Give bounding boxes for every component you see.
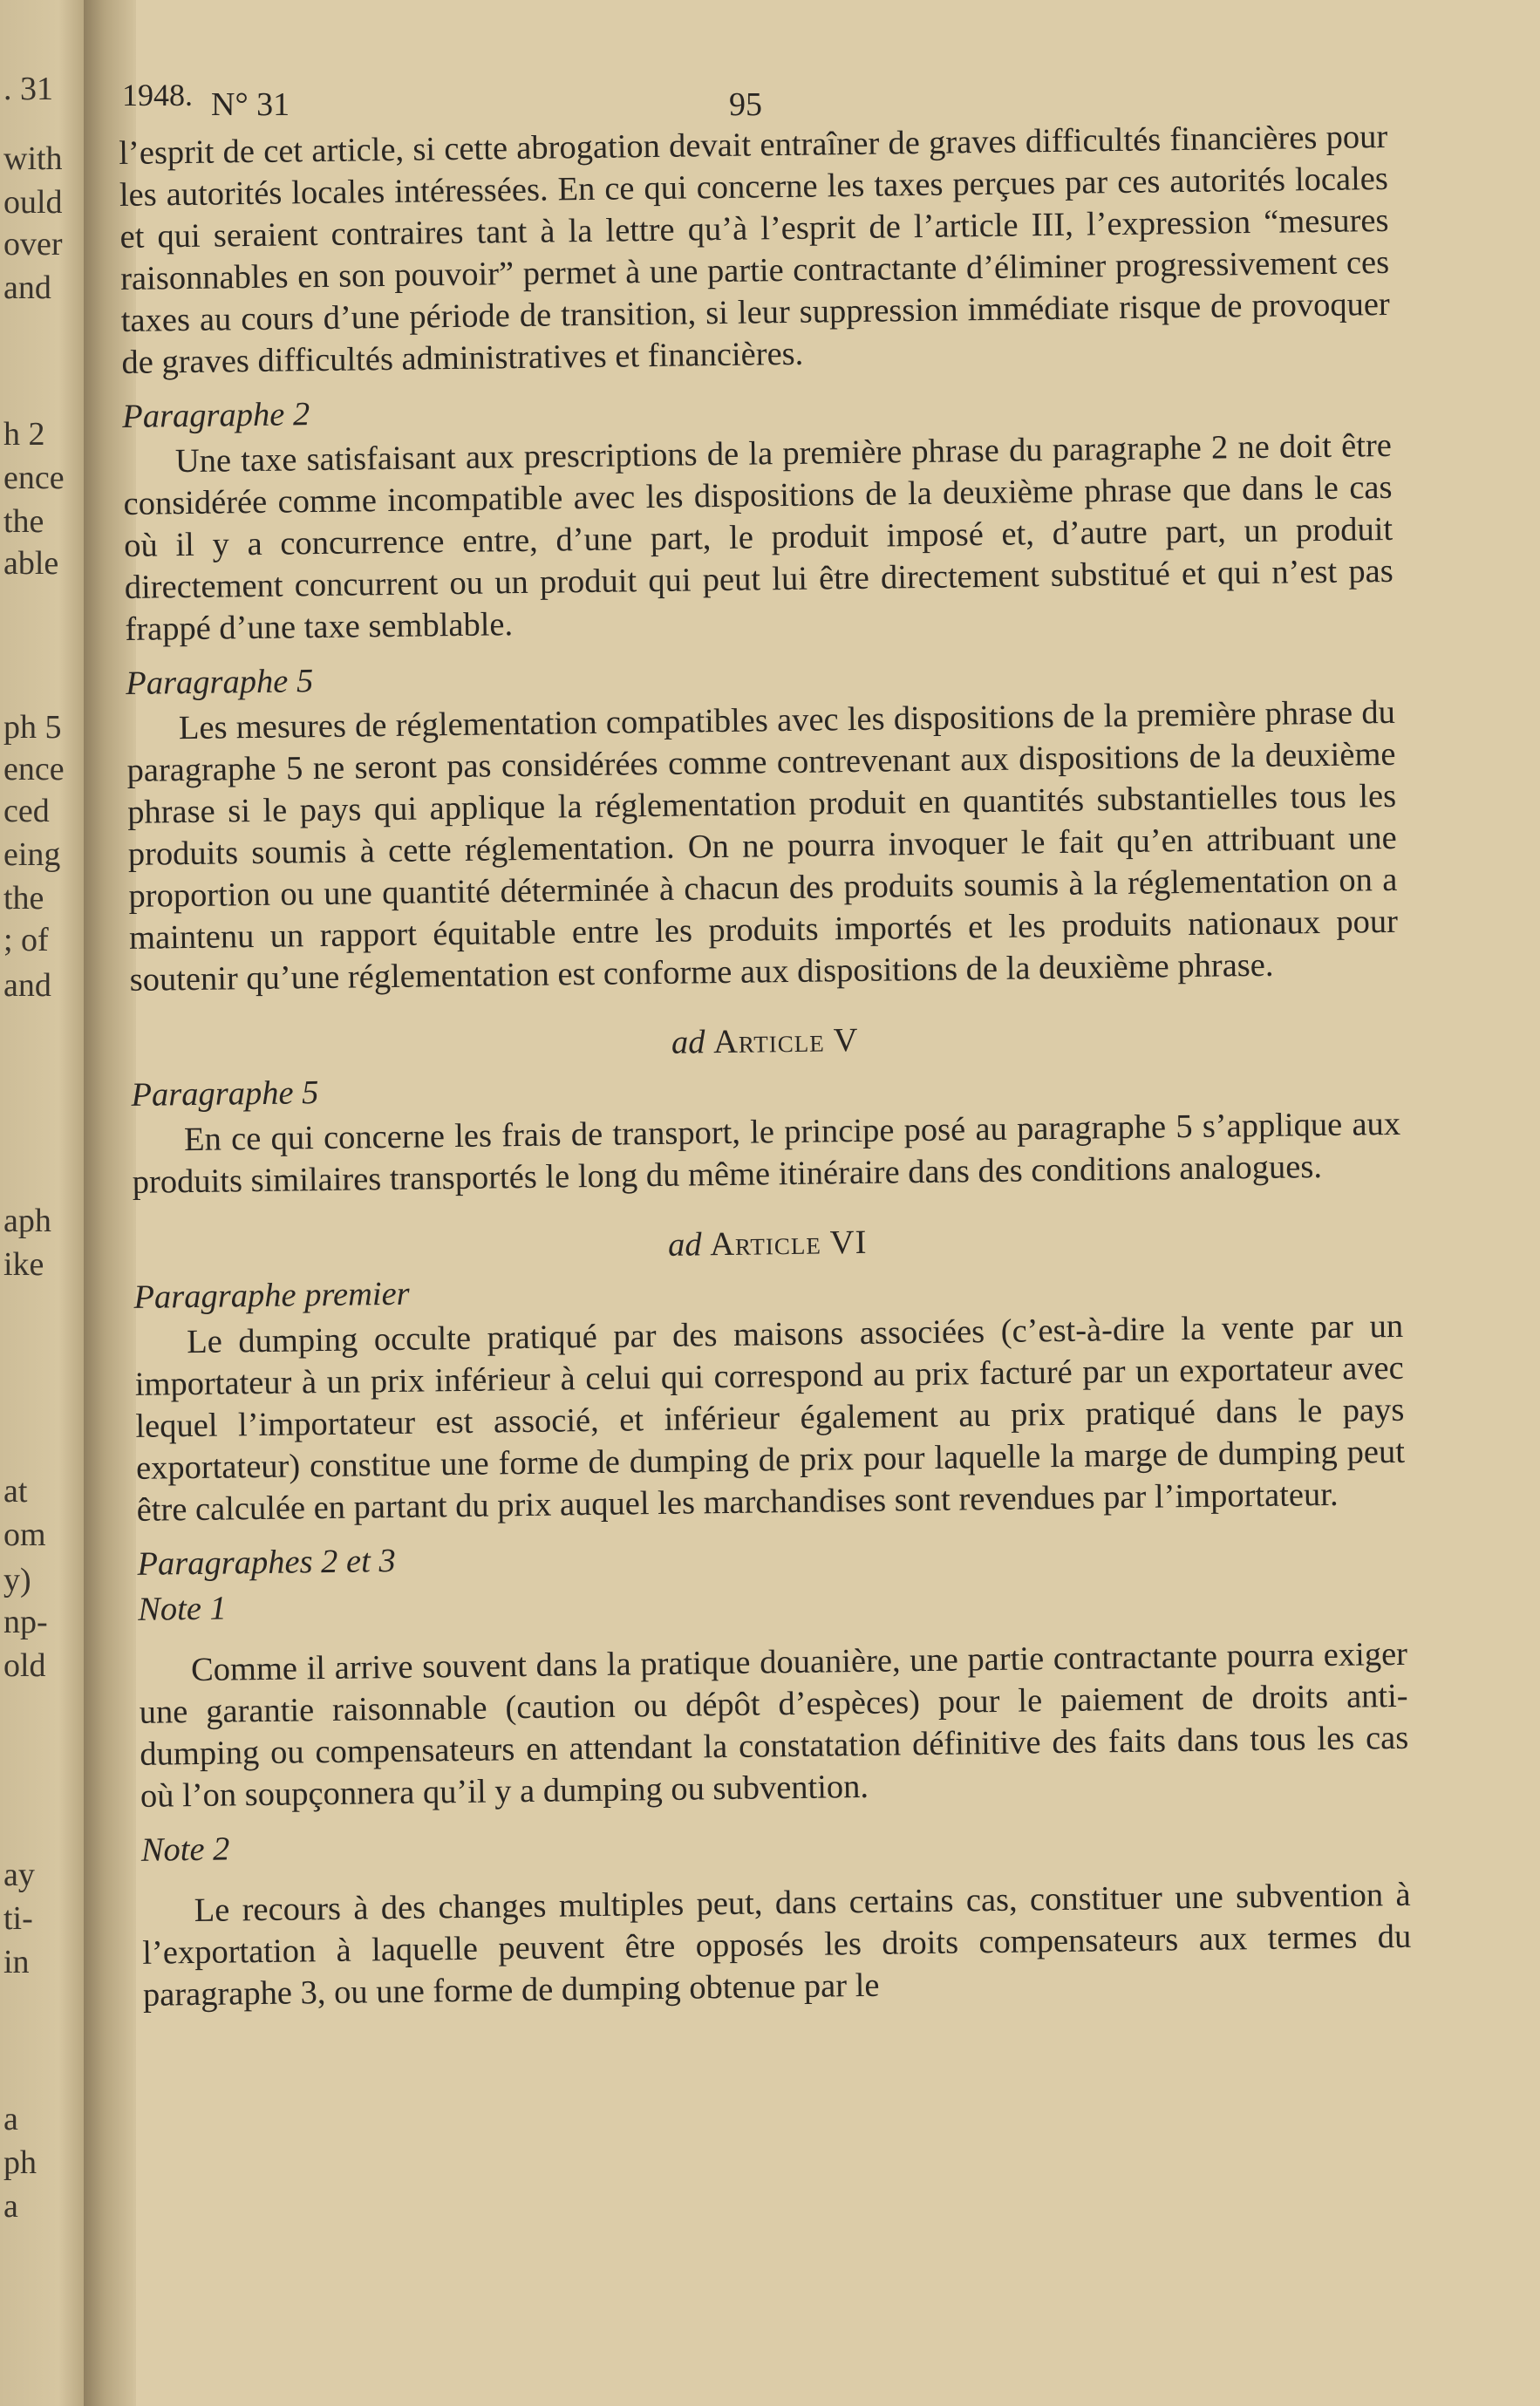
facing-page-fragment: a: [3, 2188, 18, 2225]
paragraph-article-v: En ce qui concerne les frais de transport, le principe posé au paragraphe 5 s’applique aux produits similaires transportés le long du même itinéraire dans des conditions analogues.: [132, 1105, 1401, 1201]
facing-page-fragment: over: [3, 226, 63, 262]
facing-page-fragment: old: [3, 1647, 46, 1684]
facing-page-fragment: and: [3, 967, 51, 1004]
heading-paragraphe-premier: Paragraphe premier: [133, 1275, 410, 1316]
facing-page-fragment: ced: [3, 793, 50, 829]
facing-page-fragment: in: [3, 1944, 30, 1980]
facing-page-fragment: able: [3, 545, 59, 582]
paragraph-note-1: Comme il arrive souvent dans la pratique douanière, une partie contractante pourra exiger une garantie raisonnable (caution ou dépôt d’espèces) pour le paiement de droits anti-dumping ou compensateurs en attendant la constatation définitive des faits dans tous les cas où l’on soupçonnera qu’il y a dumping ou subvention.: [139, 1635, 1409, 1815]
facing-page-fragment: ti-: [3, 1900, 33, 1937]
facing-page-fragment: h 2: [3, 416, 45, 453]
article-v-ad: ad: [671, 1024, 705, 1061]
facing-page-fragment: the: [3, 503, 44, 540]
facing-page-fragment: eing: [3, 836, 61, 873]
facing-page-fragment: . 31: [3, 71, 53, 107]
facing-page-fragment: a: [3, 2101, 18, 2137]
heading-note-2: Note 2: [140, 1830, 230, 1869]
facing-page-fragment: om: [3, 1517, 46, 1553]
paragraph-par5: Les mesures de réglementation compatibles avec les dispositions de la première phrase du paragraphe 5 ne seront pas considérées comme contrevenant aux dispositions de la deuxième phrase si le pays qui applique la réglementation produit en quantités substantielles tous les produits soumis à cette réglementation. On ne pourra invoquer le fait qu’en attribuant une proportion ou une quantité déterminée à chacun des produits soumis à la réglementation on a maintenu un rapport équitable entre les produits importés et les produits nationaux pour soutenir qu’une réglementation est conforme aux dispositions de la deuxième phrase.: [126, 693, 1399, 999]
heading-article-v-paragraphe-5: Paragraphe 5: [131, 1074, 319, 1114]
facing-page-fragment: ph: [3, 2144, 37, 2181]
facing-page-margin: [0, 0, 84, 2406]
header-document-number: N° 31: [211, 86, 290, 123]
facing-page-fragment: with: [3, 140, 63, 177]
facing-page-fragment: y): [3, 1562, 31, 1598]
facing-page-fragment: at: [3, 1473, 28, 1510]
facing-page-fragment: ould: [3, 184, 63, 221]
article-vi-ad: ad: [667, 1226, 702, 1264]
header-year: 1948.: [122, 78, 193, 112]
facing-page-fragment: ; of: [3, 922, 49, 958]
facing-page-fragment: np-: [3, 1604, 48, 1640]
facing-page-fragment: ph 5: [3, 709, 62, 746]
paragraph-continuation: l’esprit de cet article, si cette abrogation devait entraîner de graves difficultés financières pour les autorités locales intéressées. En ce qui concerne les taxes perçues par ces autorités locales et qui seraient contraires tant à la lettre qu’à l’esprit de l’article III, l’expression “mesures raisonnables en son pouvoir” permet à une partie contractante d’éliminer progressivement ces taxes au cours d’une période de transition, si leur suppression immédiate risque de provoquer de graves difficultés administratives et financières.: [119, 118, 1390, 381]
article-vi-label: Article VI: [709, 1223, 868, 1264]
facing-page-fragment: ence: [3, 751, 65, 787]
document-page: [119, 0, 1540, 2406]
facing-page-fragment: ike: [3, 1246, 44, 1283]
facing-page-fragment: aph: [3, 1203, 51, 1239]
page-number: 95: [729, 86, 762, 123]
paragraph-note-2: Le recours à des changes multiples peut, dans certains cas, constituer une subvention à l’exportation à laquelle peuvent être opposés les droits compensateurs aux termes du paragraphe 3, ou une forme de dumping obtenue par le: [142, 1876, 1412, 2014]
heading-paragraphes-2-et-3: Paragraphes 2 et 3: [137, 1542, 396, 1583]
facing-page-fragment: ence: [3, 460, 65, 496]
facing-page-fragment: ay: [3, 1857, 35, 1893]
article-v-label: Article V: [712, 1021, 859, 1061]
facing-page-fragment: and: [3, 269, 51, 306]
heading-paragraphe-2: Paragraphe 2: [121, 396, 310, 435]
heading-note-1: Note 1: [137, 1590, 228, 1628]
paragraph-dumping-occulte: Le dumping occulte pratiqué par des maisons associées (c’est-à-dire la vente par un importateur à un prix inférieur à celui qui correspond au prix facturé par un exportateur avec lequel l’importateur est associé, et inférieur également au prix pratiqué dans le pays exportateur) constitue une forme de dumping de prix pour laquelle la marge de dumping peut être calculée en partant du prix auquel les marchandises sont revendues par l’importateur.: [134, 1307, 1406, 1529]
heading-paragraphe-5: Paragraphe 5: [125, 663, 314, 702]
paragraph-par2: Une taxe satisfaisant aux prescriptions de la première phrase du paragraphe 2 ne doit être considérée comme incompatible avec les dispositions de la deuxième phrase que dans le cas où il y a concurrence entre, d’une part, le produit imposé et, d’autre part, un produit directement concurrent ou un produit qui peut lui être directement substitué et qui n’est pas frappé d’une taxe semblable.: [123, 426, 1393, 648]
facing-page-fragment: the: [3, 880, 44, 917]
page-body: [119, 116, 1412, 2016]
